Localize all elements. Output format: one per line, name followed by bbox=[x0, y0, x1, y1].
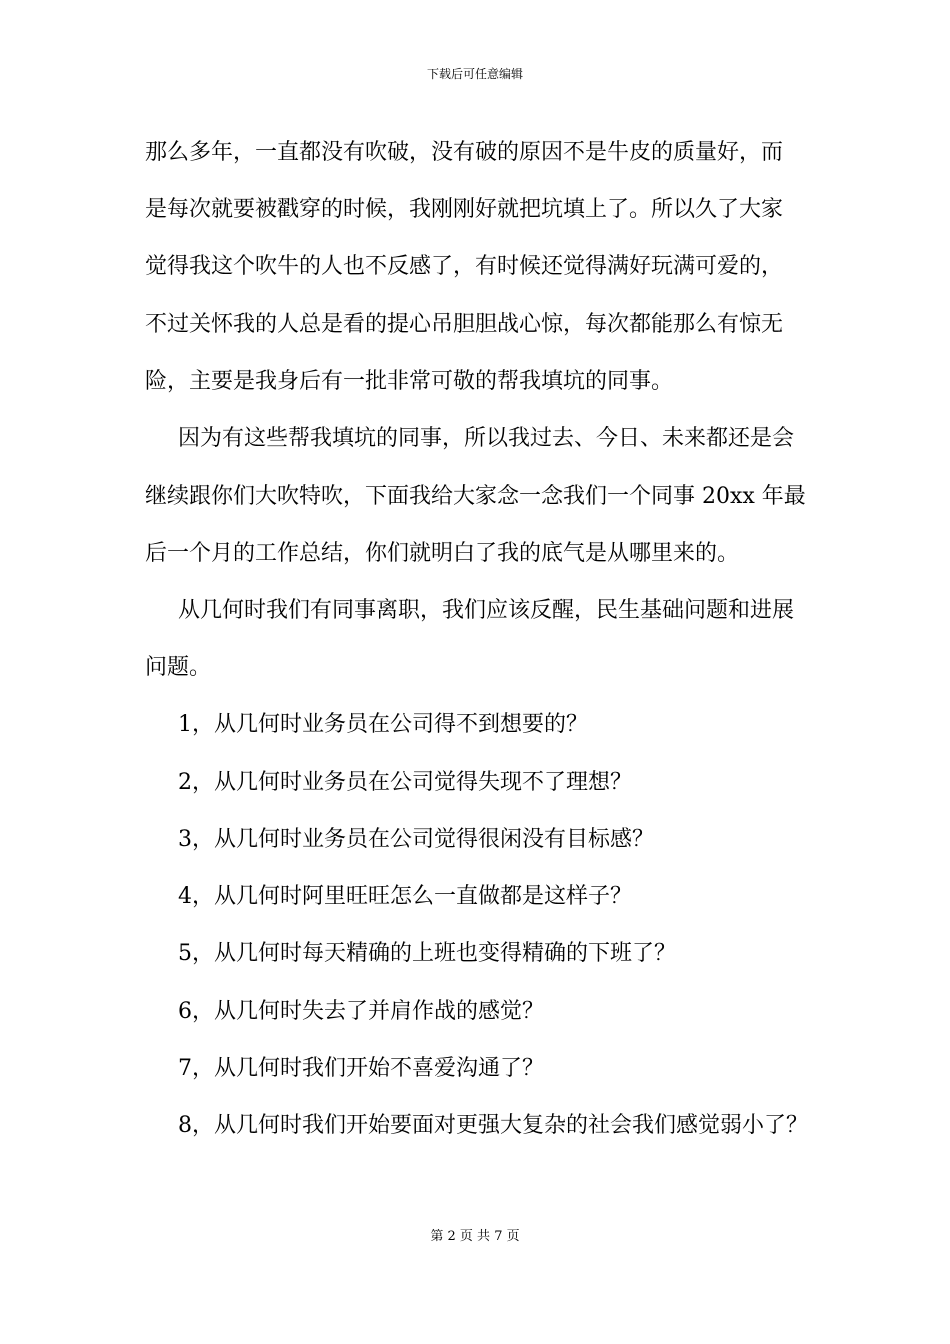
paragraph-1-line-2: 是每次就要被戳穿的时候，我刚刚好就把坑填上了。所以久了大家 bbox=[145, 197, 784, 222]
paragraph-1-line-4: 不过关怀我的人总是看的提心吊胆胆战心惊，每次都能那么有惊无 bbox=[145, 312, 784, 337]
page-footer: 第 2 页 共 7 页 bbox=[430, 1229, 520, 1244]
paragraph-3-line-2: 问题。 bbox=[145, 655, 212, 680]
page-header: 下载后可任意编辑 bbox=[426, 67, 523, 81]
paragraph-1-line-1: 那么多年，一直都没有吹破，没有破的原因不是牛皮的质量好，而 bbox=[145, 140, 784, 165]
paragraph-2-line-3: 后一个月的工作总结，你们就明白了我的底气是从哪里来的。 bbox=[145, 541, 740, 566]
list-item: 2，从几何时业务员在公司觉得失现不了理想？ bbox=[178, 770, 632, 795]
paragraph-2-line-2: 继续跟你们大吹特吹，下面我给大家念一念我们一个同事 20xx 年最 bbox=[145, 484, 806, 509]
paragraph-3-line-1: 从几何时我们有同事离职，我们应该反醒，民生基础问题和进展 bbox=[178, 598, 795, 623]
paragraph-1-line-5: 险，主要是我身后有一批非常可敬的帮我填坑的同事。 bbox=[145, 369, 674, 394]
list-item: 1，从几何时业务员在公司得不到想要的？ bbox=[178, 712, 588, 737]
list-item: 8，从几何时我们开始要面对更强大复杂的社会我们感觉弱小了？ bbox=[178, 1113, 808, 1138]
list-item: 6，从几何时失去了并肩作战的感觉？ bbox=[178, 999, 544, 1024]
list-item: 7，从几何时我们开始不喜爱沟通了？ bbox=[178, 1056, 544, 1081]
paragraph-1-line-3: 觉得我这个吹牛的人也不反感了，有时候还觉得满好玩满可爱的， bbox=[145, 254, 784, 279]
paragraph-2-line-1: 因为有这些帮我填坑的同事，所以我过去、今日、未来都还是会 bbox=[178, 426, 795, 451]
list-item: 5，从几何时每天精确的上班也变得精确的下班了？ bbox=[178, 941, 676, 966]
list-item: 4，从几何时阿里旺旺怎么一直做都是这样子？ bbox=[178, 884, 632, 909]
list-item: 3，从几何时业务员在公司觉得很闲没有目标感？ bbox=[178, 827, 654, 852]
